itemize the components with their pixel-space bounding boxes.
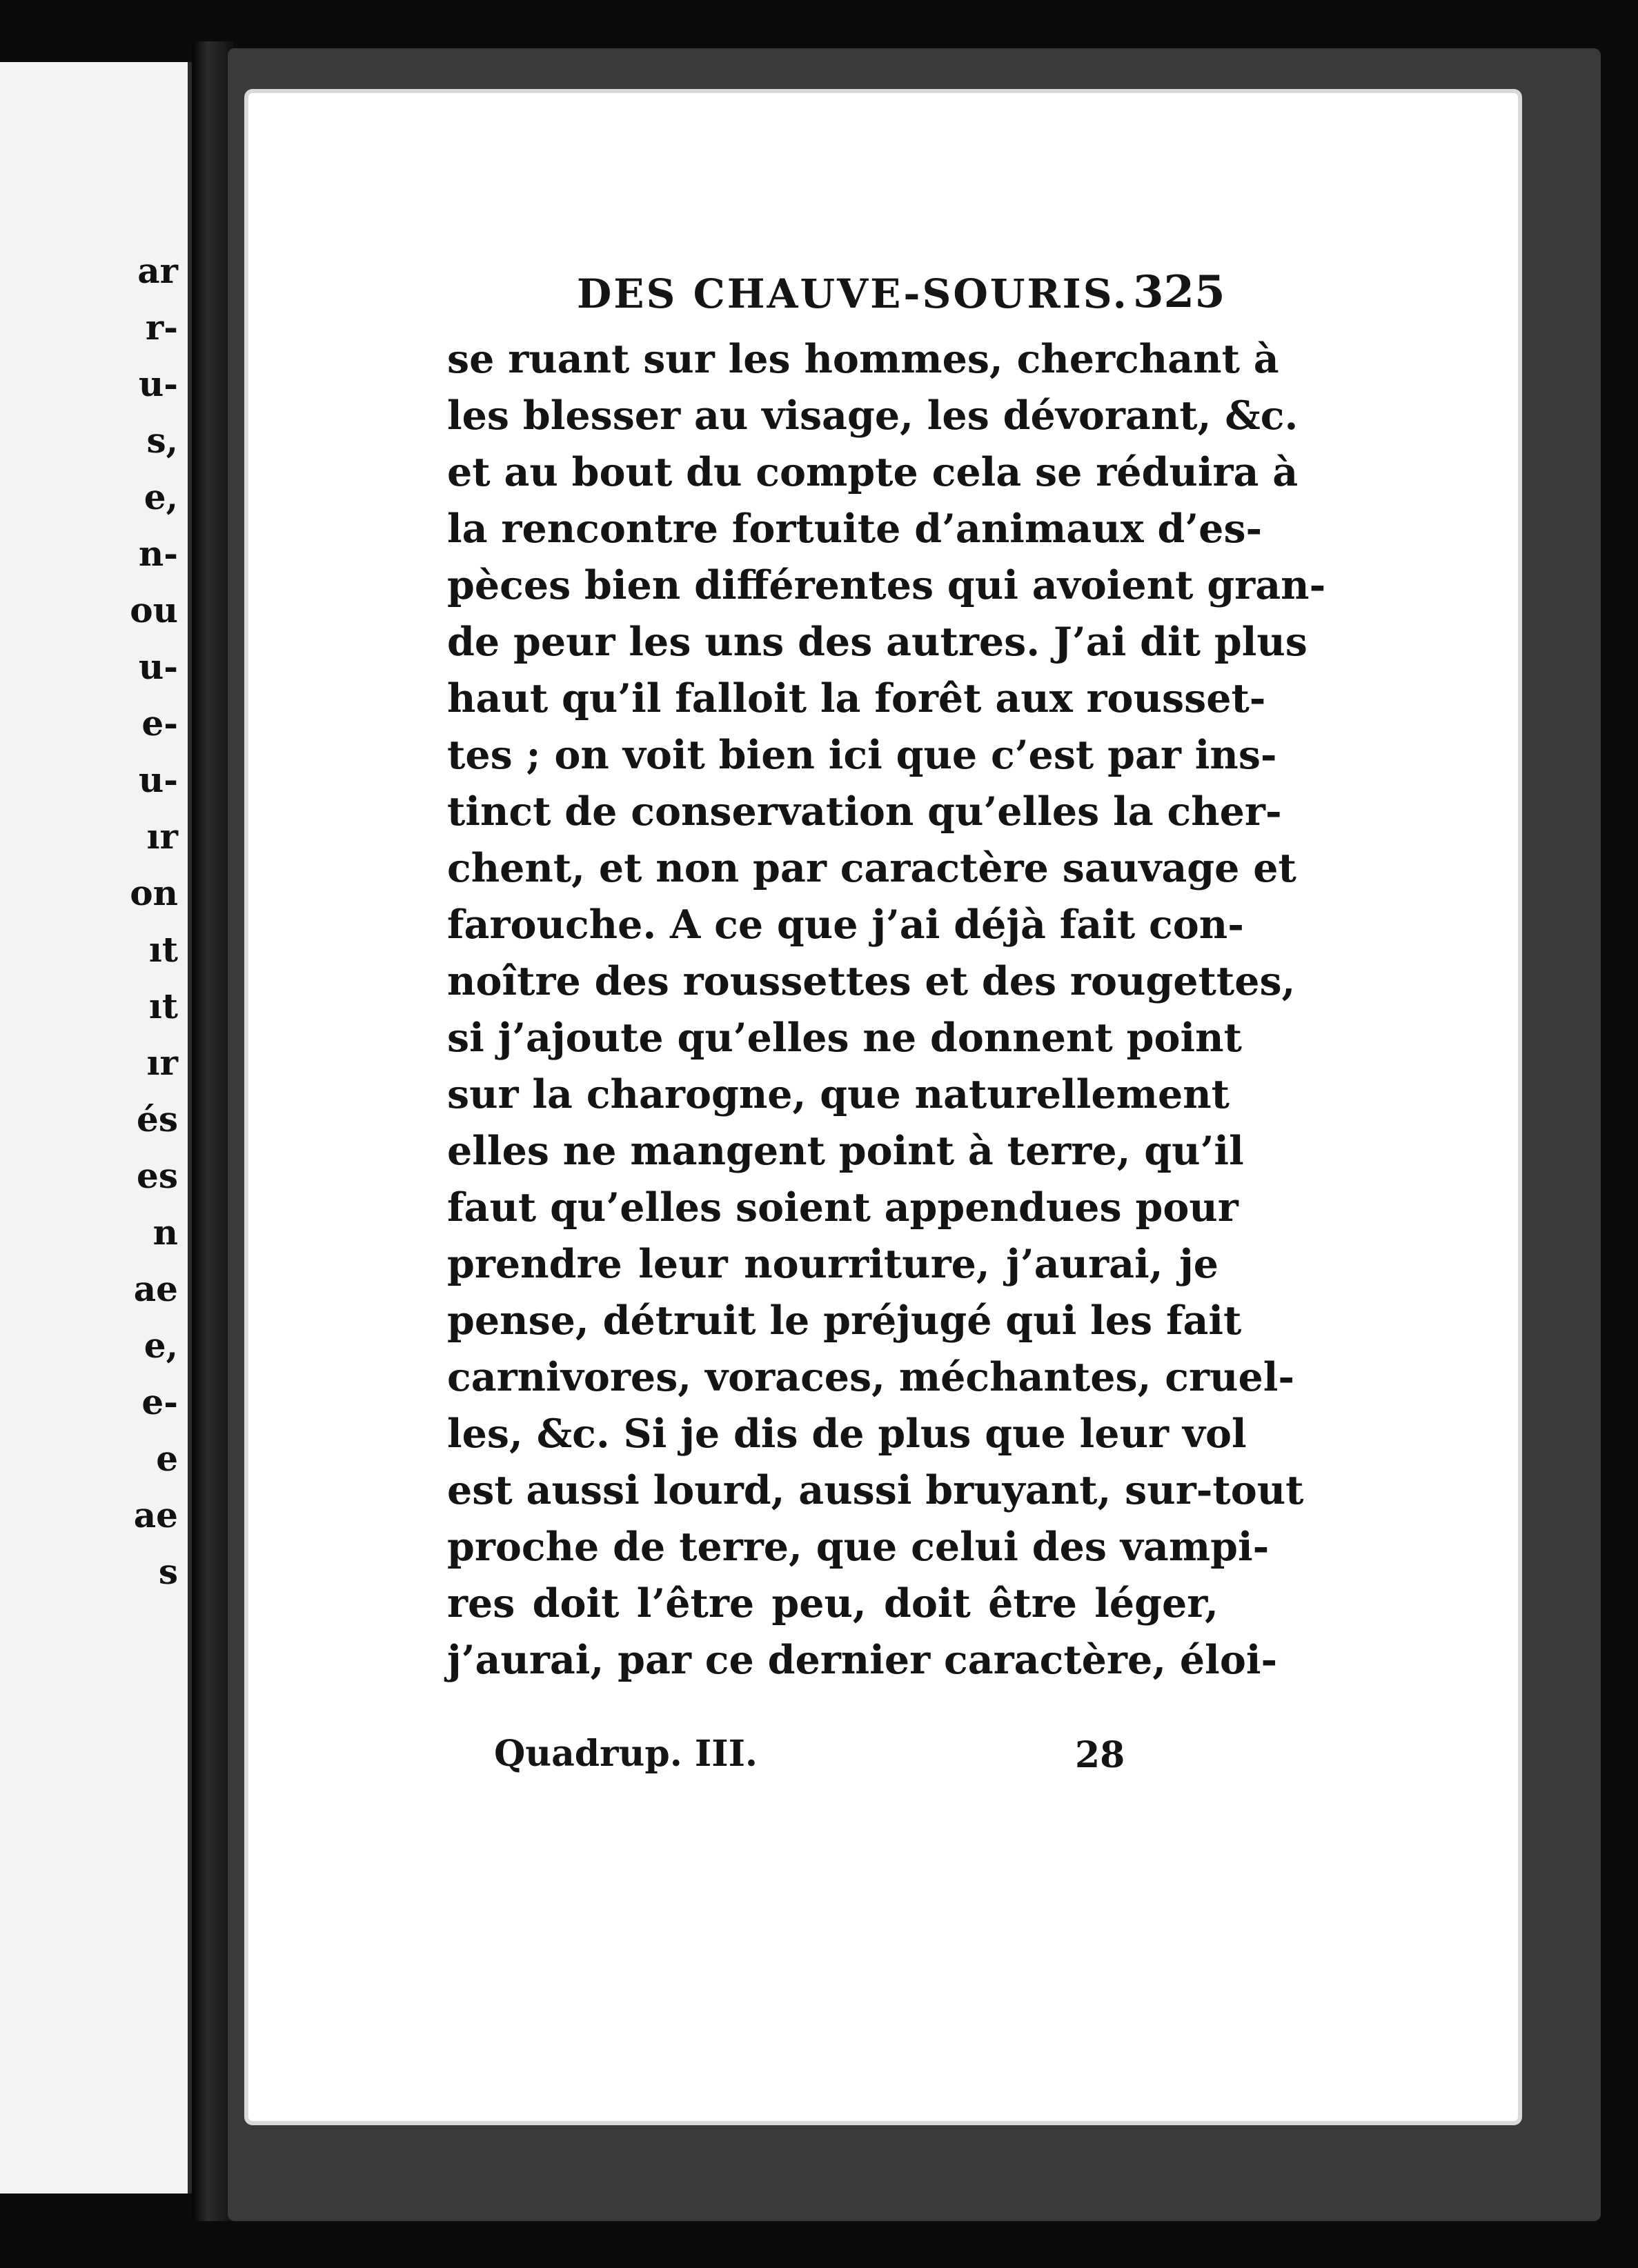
facing-line-ending: ou: [130, 590, 178, 630]
text-line: carnivores, voraces, méchantes, cruel-: [447, 1354, 1295, 1400]
facing-page-fragment: [0, 62, 192, 2194]
text-line: tes ; on voit bien ici que c’est par ins-: [447, 732, 1277, 778]
facing-line-ending: n: [152, 1212, 178, 1253]
running-head: DES CHAUVE-SOURIS.: [577, 270, 1129, 317]
facing-line-ending: és: [137, 1099, 178, 1140]
text-line: j’aurai, par ce dernier caractère, éloi-: [447, 1637, 1278, 1683]
page-number: 325: [1133, 266, 1225, 318]
facing-line-ending: s: [158, 1551, 178, 1592]
facing-line-ending: u-: [138, 759, 178, 800]
text-line: sur la charogne, que naturellement: [447, 1071, 1230, 1117]
text-line: les blesser au visage, les dévorant, &c.: [447, 392, 1299, 439]
facing-line-ending: ae: [133, 1495, 178, 1535]
facing-line-ending: ır: [146, 1042, 178, 1083]
facing-line-ending: ıt: [148, 986, 178, 1026]
facing-line-ending: r-: [145, 307, 178, 348]
facing-line-ending: ae: [133, 1269, 178, 1309]
text-line: proche de terre, que celui des vampi-: [447, 1524, 1270, 1570]
text-line: de peur les uns des autres. J’ai dit plus: [447, 619, 1308, 665]
facing-line-ending: e-: [141, 1382, 178, 1422]
text-line: pèces bien différentes qui avoient gran-: [447, 562, 1326, 608]
text-line: les, &c. Si je dis de plus que leur vol: [447, 1411, 1247, 1457]
facing-line-ending: u-: [138, 364, 178, 404]
facing-line-ending: e,: [144, 477, 178, 517]
facing-line-ending: e-: [141, 703, 178, 744]
text-line: se ruant sur les hommes, cherchant à: [447, 336, 1279, 382]
text-line: prendre leur nourriture, j’aurai, je: [447, 1241, 1218, 1287]
facing-line-ending: u-: [138, 646, 178, 687]
text-line: noître des roussettes et des rougettes,: [447, 958, 1296, 1004]
signature-mark: Quadrup. III.: [494, 1733, 758, 1775]
text-line: chent, et non par caractère sauvage et: [447, 845, 1296, 891]
text-line: elles ne mangent point à terre, qu’il: [447, 1128, 1244, 1174]
book-gutter: [192, 41, 233, 2221]
facing-line-ending: e: [156, 1438, 178, 1479]
text-line: haut qu’il falloit la forêt aux rousset-: [447, 675, 1266, 722]
text-line: faut qu’elles soient appendues pour: [447, 1184, 1239, 1231]
text-line: farouche. A ce que j’ai déjà fait con-: [447, 902, 1244, 948]
signature-number: 28: [1075, 1734, 1125, 1776]
facing-line-ending: n-: [138, 533, 178, 574]
text-line: tinct de conservation qu’elles la cher-: [447, 788, 1282, 835]
text-line: pense, détruit le préjugé qui les fait: [447, 1297, 1242, 1344]
facing-line-ending: ır: [146, 816, 178, 857]
text-line: res doit l’être peu, doit être léger,: [447, 1580, 1218, 1627]
facing-line-ending: es: [137, 1155, 178, 1196]
text-line: et au bout du compte cela se réduira à: [447, 449, 1299, 495]
facing-line-ending: ıt: [148, 929, 178, 970]
facing-line-ending: ar: [137, 250, 178, 291]
facing-line-ending: on: [130, 873, 178, 913]
facing-line-ending: e,: [144, 1325, 178, 1366]
text-line: la rencontre fortuite d’animaux d’es-: [447, 506, 1263, 552]
text-line: si j’ajoute qu’elles ne donnent point: [447, 1015, 1242, 1061]
facing-line-ending: s,: [146, 420, 178, 461]
text-line: est aussi lourd, aussi bruyant, sur-tout: [447, 1467, 1304, 1513]
